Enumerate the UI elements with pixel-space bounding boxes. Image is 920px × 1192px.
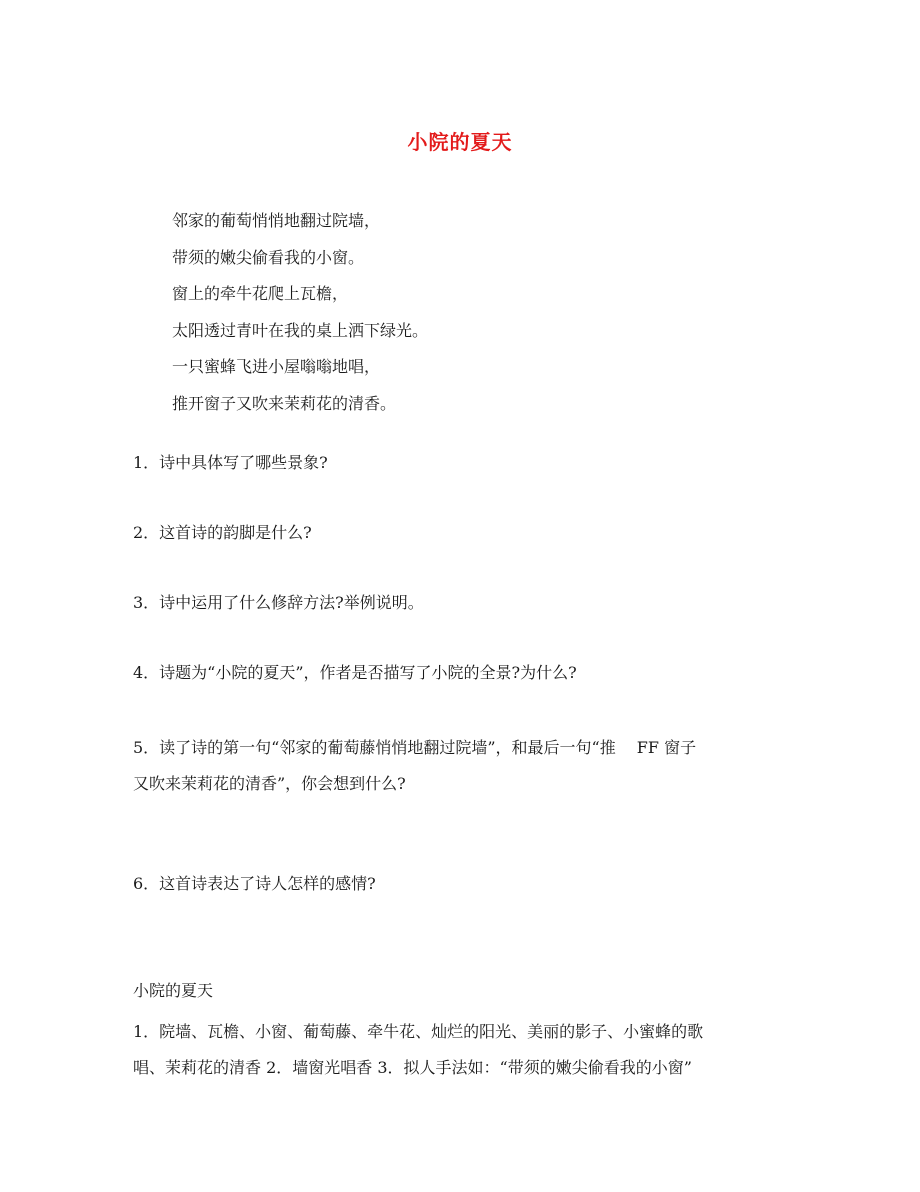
question-5-line: 又吹来茉莉花的清香”，你会想到什么? xyxy=(133,774,406,793)
poem-line: 窗上的牵牛花爬上瓦檐， xyxy=(172,284,349,303)
poem-body xyxy=(172,203,428,422)
question-1: 1．诗中具体写了哪些景象? xyxy=(133,453,328,472)
answer-line: 唱、茉莉花的清香 2．墙窗光唱香 3．拟人手法如：“带须的嫩尖偷看我的小窗” xyxy=(133,1058,692,1077)
question-4: 4．诗题为“小院的夏天”，作者是否描写了小院的全景?为什么? xyxy=(133,663,577,682)
poem-line: 推开窗子又吹来茉莉花的清香。 xyxy=(172,393,397,413)
poem-line: 一只蜜蜂飞进小屋嗡嗡地唱， xyxy=(172,357,381,376)
poem-line: 邻家的葡萄悄悄地翻过院墙， xyxy=(172,211,381,230)
question-2: 2．这首诗的韵脚是什么? xyxy=(133,523,312,542)
answer-body xyxy=(133,1014,793,1086)
answer-section-title: 小院的夏天 xyxy=(133,981,214,1000)
answer-line: 1．院墙、瓦檐、小窗、葡萄藤、牵牛花、灿烂的阳光、美丽的影子、小蜜蜂的歌 xyxy=(133,1022,704,1041)
question-5 xyxy=(133,730,793,802)
poem-line: 太阳透过青叶在我的桌上洒下绿光。 xyxy=(172,320,429,340)
page-title: 小院的夏天 xyxy=(407,130,513,154)
question-6: 6．这首诗表达了诗人怎样的感情? xyxy=(133,874,376,893)
question-3: 3．诗中运用了什么修辞方法?举例说明。 xyxy=(133,593,424,612)
question-5-line: 5．读了诗的第一句“邻家的葡萄藤悄悄地翻过院墙”，和最后一句“推 FF 窗子 xyxy=(133,738,697,757)
poem-line: 带须的嫩尖偷看我的小窗。 xyxy=(172,247,365,267)
